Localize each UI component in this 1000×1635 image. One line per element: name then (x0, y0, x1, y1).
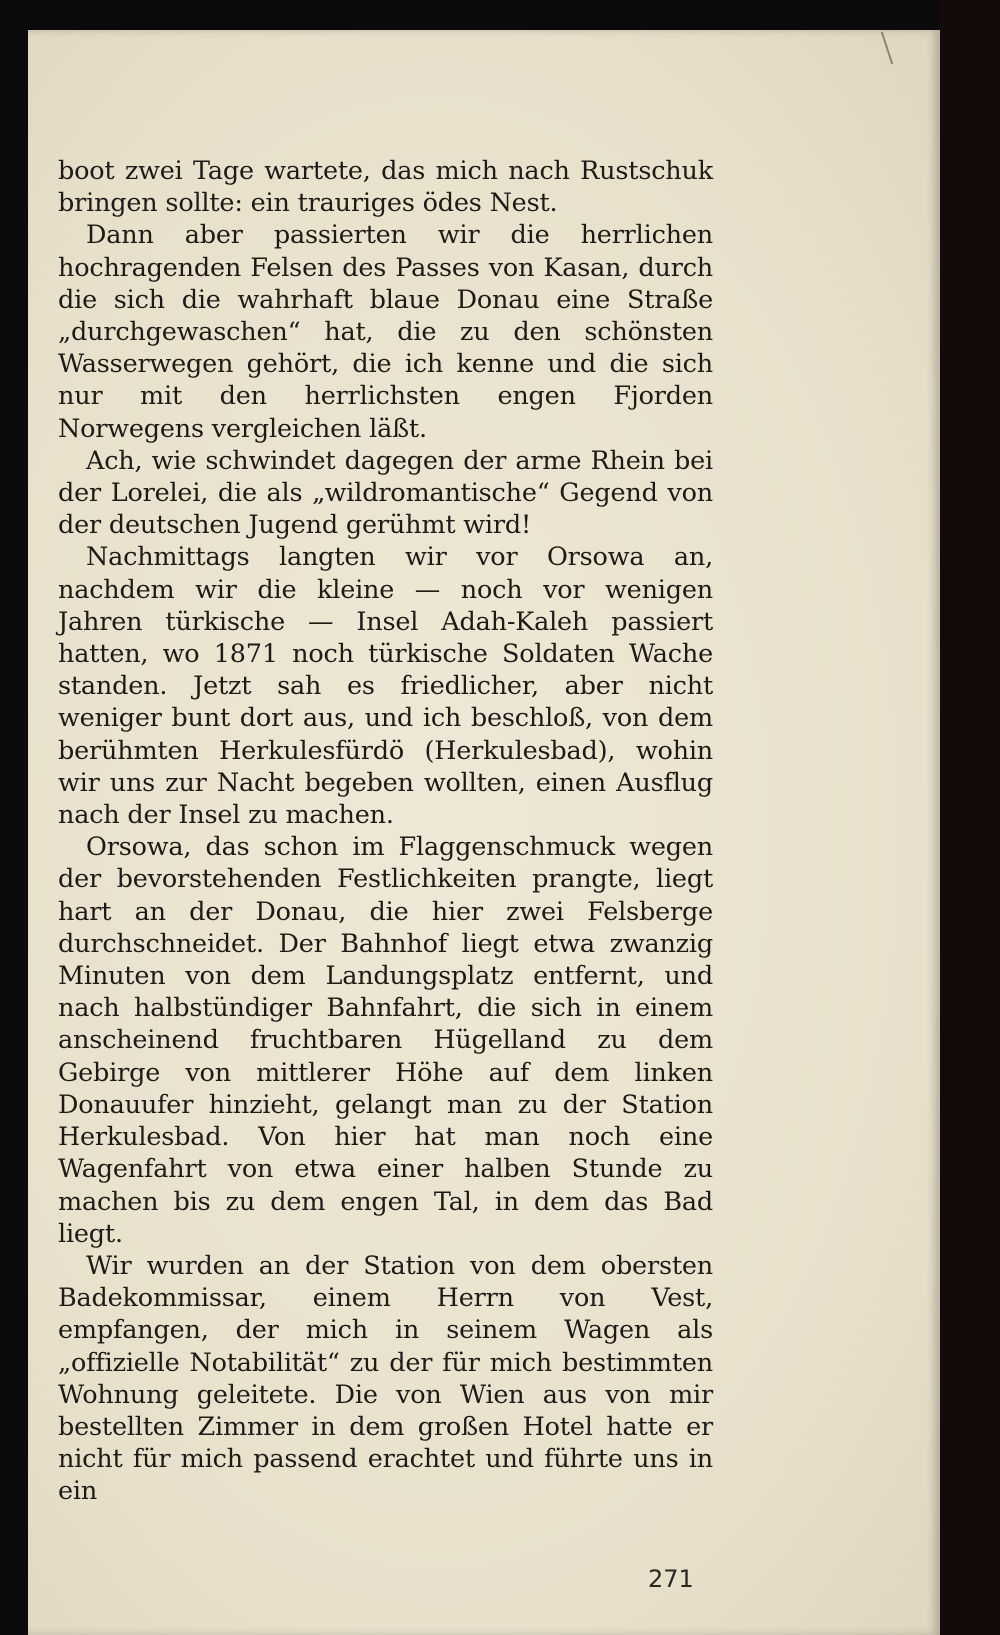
scan-top-border (0, 0, 1000, 30)
paragraph-2: Dann aber passierten wir die herrlichen hochragenden Felsen des Passes von Kasan, durch die sich die wahrhaft blaue Donau eine Straße „durchgewaschen“ hat, die zu den schönsten Wasserwegen gehört, die ich kenne und die sich nur mit den herrlichsten engen Fjorden Norwegens vergleichen läßt. (58, 220, 713, 444)
paragraph-6: Wir wurden an der Station von dem obersten Badekommissar, einem Herrn von Vest, empfangen, der mich in seinem Wagen als „offizielle Notabilität“ zu der für mich bestimmten Wohnung geleitete. Die von Wien aus von mir bestellten Zimmer in dem großen Hotel hatte er nicht für mich passend erachtet und führte uns in ein (58, 1250, 713, 1507)
paragraph-1: boot zwei Tage wartete, das mich nach Rustschuk bringen sollte: ein trauriges ödes Nest. (58, 156, 713, 219)
scan-left-border (0, 0, 28, 1635)
paragraph-3: Ach, wie schwindet dagegen der arme Rhein bei der Lorelei, die als „wildromantische“ Gegend von der deutschen Jugend gerühmt wird! (58, 445, 713, 541)
page-corner-mark (881, 32, 915, 64)
paragraph-5: Orsowa, das schon im Flaggenschmuck wegen der bevorstehenden Festlichkeiten prangte, liegt hart an der Donau, die hier zwei Felsberge durchschneidet. Der Bahnhof liegt etwa zwanzig Minuten von dem Landungsplatz entfernt, und nach halbstündiger Bahnfahrt, die sich in einem anscheinend fruchtbaren Hügelland zu dem Gebirge von mittlerer Höhe auf dem linken Donauufer hinzieht, gelangt man zu der Station Herkulesbad. Von hier hat man noch eine Wagenfahrt von etwa einer halben Stunde zu machen bis zu dem engen Tal, in dem das Bad liegt. (58, 832, 713, 1249)
paragraph-4: Nachmittags langten wir vor Orsowa an, nachdem wir die kleine — noch vor wenigen Jahren türkische — Insel Adah-Kaleh passiert hatten, wo 1871 noch türkische Soldaten Wache standen. Jetzt sah es friedlicher, aber nicht weniger bunt dort aus, und ich beschloß, von dem berühmten Herkulesfürdö (Herkulesbad), wohin wir uns zur Nacht begeben wollten, einen Ausflug nach der Insel zu machen. (58, 542, 713, 831)
book-cover-edge (940, 0, 1000, 1635)
body-text (58, 155, 713, 1508)
page-number: 271 (648, 1565, 694, 1593)
